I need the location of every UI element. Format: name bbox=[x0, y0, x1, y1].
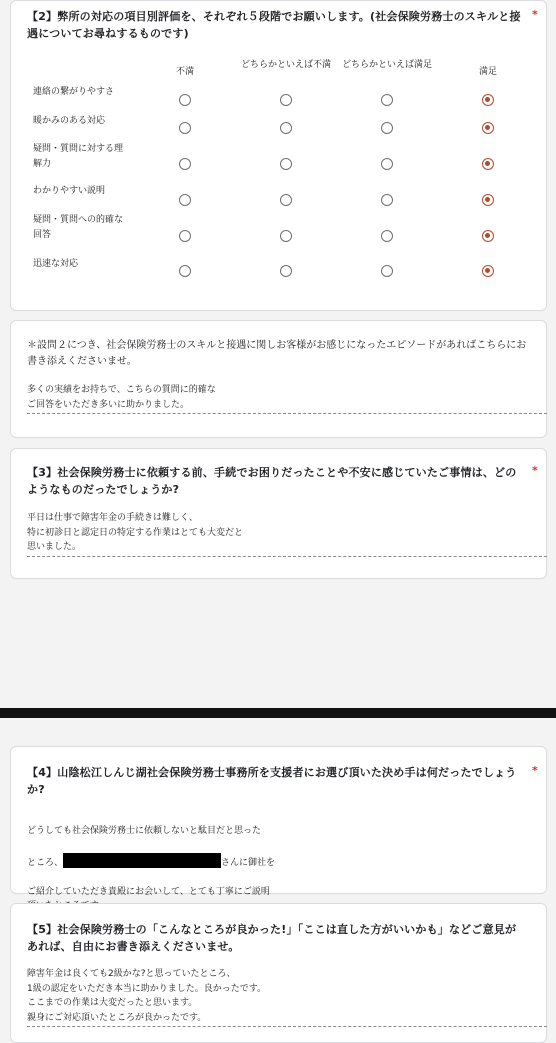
row-label: 暖かみのある対応 bbox=[33, 116, 106, 126]
radio-option[interactable] bbox=[179, 230, 191, 242]
required-mark: * bbox=[532, 764, 538, 777]
radio-option[interactable] bbox=[381, 265, 393, 277]
radio-option[interactable] bbox=[482, 94, 494, 106]
row-label: 疑問・質問に対する理解力 bbox=[33, 144, 124, 169]
radio-option[interactable] bbox=[381, 158, 393, 170]
column-header-3: どちらかといえば満足 bbox=[341, 60, 432, 70]
radio-option[interactable] bbox=[280, 194, 292, 206]
question-card-q2 bbox=[10, 0, 547, 311]
question-card-q5 bbox=[10, 903, 547, 1043]
column-header-1: 不満 bbox=[175, 67, 194, 77]
question-title-q5: 【5】社会保険労務士の「こんなところが良かった!」「ここは直した方がいいかも」などご意見があれば、自由にお書き添えくださいませ。 bbox=[27, 923, 517, 953]
answer-field-q2-note[interactable]: 多くの実績をお持ちで、こちらの質問に的確な ご回答をいただき多いに助かりました。 bbox=[27, 383, 547, 414]
radio-option[interactable] bbox=[381, 122, 393, 134]
answer-field-q5[interactable]: 障害年金は良くても2級かな?と思っていたところ、 1級の認定をいただき本当に助かりました。良かったです。 ここまでの作業は大変だったと思います。 親身にご対応頂いたところが良かったです。 bbox=[27, 967, 547, 1027]
question-prompt-q2-note: ＊設問２につき、社会保険労務士のスキルと接遇に関しお客様がお感じになったエピソードがあればこちらにお書き添えくださいませ。 bbox=[27, 340, 527, 367]
radio-option[interactable] bbox=[482, 194, 494, 206]
radio-option[interactable] bbox=[280, 230, 292, 242]
radio-option[interactable] bbox=[179, 122, 191, 134]
answer-line bbox=[27, 853, 547, 871]
required-mark: * bbox=[532, 8, 538, 21]
radio-option[interactable] bbox=[179, 158, 191, 170]
radio-option[interactable] bbox=[280, 265, 292, 277]
radio-option[interactable] bbox=[381, 194, 393, 206]
radio-option[interactable] bbox=[482, 230, 494, 242]
question-card-q2-note bbox=[10, 320, 547, 438]
column-header-2: どちらかといえば不満 bbox=[240, 60, 331, 70]
column-header-4: 満足 bbox=[478, 67, 497, 77]
radio-option[interactable] bbox=[381, 94, 393, 106]
screenshot-divider bbox=[0, 708, 556, 718]
required-mark: * bbox=[532, 464, 538, 477]
question-title-q4: 【4】山陰松江しんじ湖社会保険労務士事務所を支援者にお選び頂いた決め手は何だったでしょうか? bbox=[27, 766, 517, 796]
row-label: 迅速な対応 bbox=[33, 259, 79, 269]
answer-line: どうしても社会保険労務士に依頼しないと駄目だと思った bbox=[27, 825, 262, 836]
answer-line: ご紹介していただき貴殿にお会いして、とても丁寧にご説明 bbox=[27, 886, 270, 897]
radio-option[interactable] bbox=[280, 94, 292, 106]
radio-option[interactable] bbox=[179, 194, 191, 206]
row-label: わかりやすい説明 bbox=[33, 186, 106, 196]
answer-field-q3[interactable]: 平日は仕事で障害年金の手続きは難しく、 特に初診日と認定日の特定する作業はとても大変だと 思いました。 bbox=[27, 511, 547, 557]
radio-option[interactable] bbox=[179, 265, 191, 277]
question-title-q3: 【3】社会保険労務士に依頼する前、手続でお困りだったことや不安に感じていたご事情は、どのようなものだったでしょうか? bbox=[27, 466, 517, 496]
radio-option[interactable] bbox=[482, 122, 494, 134]
redaction-bar bbox=[63, 853, 221, 868]
question-card-q3 bbox=[10, 448, 547, 579]
radio-option[interactable] bbox=[482, 265, 494, 277]
radio-option[interactable] bbox=[280, 158, 292, 170]
row-label: 連絡の繋がりやすさ bbox=[33, 87, 115, 97]
radio-option[interactable] bbox=[482, 158, 494, 170]
radio-option[interactable] bbox=[280, 122, 292, 134]
answer-text: さんに御社を bbox=[221, 857, 276, 868]
radio-option[interactable] bbox=[179, 94, 191, 106]
answer-text: ところ、 bbox=[27, 857, 64, 868]
row-label: 疑問・質問への的確な回答 bbox=[33, 215, 124, 240]
question-title-q2: 【2】弊所の対応の項目別評価を、それぞれ５段階でお願いします。(社会保険労務士のスキルと接遇についてお尋ねするものです) bbox=[27, 10, 521, 40]
question-card-q4 bbox=[10, 746, 547, 897]
radio-option[interactable] bbox=[381, 230, 393, 242]
